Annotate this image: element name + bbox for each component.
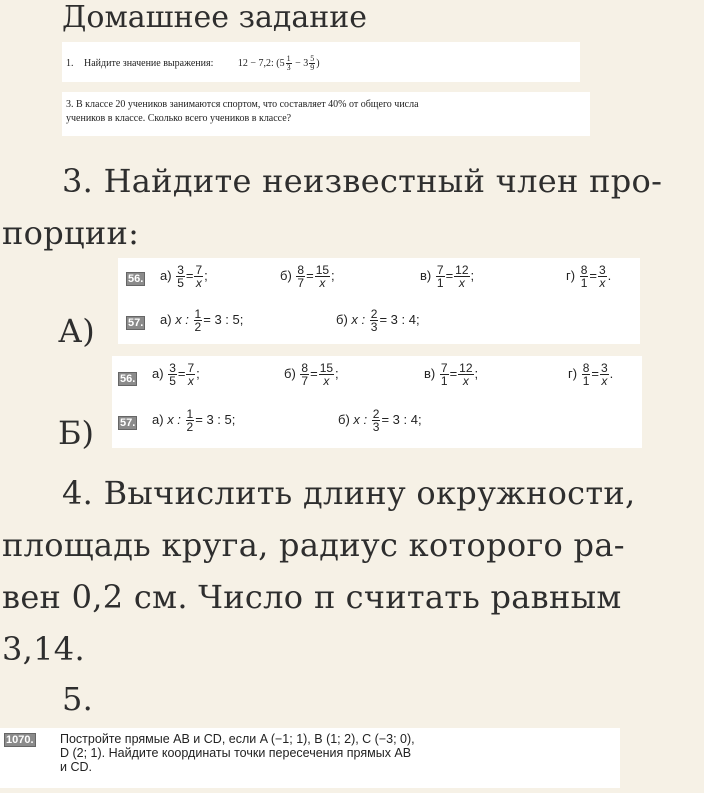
task-3-heading-line-1: 3. Найдите неизвестный член про- <box>62 162 663 200</box>
fraction: $\frac{2}{3}$ <box>372 407 380 434</box>
task-5-line-2: D (2; 1). Найдите координаты точки пересечения прямых AB <box>60 746 412 760</box>
exercise-57-badge: 57. <box>128 317 144 329</box>
task-4-line-1: 4. Вычислить длину окружности, <box>62 474 636 512</box>
fraction: $\frac{12}{x}$ <box>455 263 469 290</box>
task-1-text <box>66 55 320 72</box>
fraction: $\frac{1}{2}$ <box>186 407 194 434</box>
variant-a-56-c: в) $\frac{7}{1}$ = $\frac{12}{x}$ ; <box>420 263 475 290</box>
variant-a-panel <box>118 258 640 344</box>
variant-a-57-a: а) x : $\frac{1}{2}$ = 3 : 5; <box>160 307 244 334</box>
page-title: Домашнее задание <box>62 0 367 35</box>
task-2-text <box>66 98 419 126</box>
exercise-1070-badge: 1070. <box>6 734 34 746</box>
task-3-heading-line-2: порции: <box>2 214 140 252</box>
variant-b-panel <box>112 356 642 448</box>
fraction: $\frac{8}{1}$ <box>580 263 588 290</box>
task-1-card <box>62 42 580 82</box>
variant-b-56-a: а) $\frac{3}{5}$ = $\frac{7}{x}$ ; <box>152 361 200 388</box>
variant-a-56-b: б) $\frac{8}{7}$ = $\frac{15}{x}$ ; <box>280 263 335 290</box>
fraction: $\frac{2}{3}$ <box>370 307 378 334</box>
fraction: $\frac{15}{x}$ <box>315 263 330 290</box>
variant-b-57-b: б) x : $\frac{2}{3}$ = 3 : 4; <box>338 407 422 434</box>
variant-a-label: А) <box>58 312 95 350</box>
variant-b-56-c: в) $\frac{7}{1}$ = $\frac{12}{x}$ ; <box>424 361 479 388</box>
task-1-fraction-1: $\frac{1}{3}$ <box>286 54 291 72</box>
exercise-56-badge: 56. <box>128 273 144 285</box>
task-1-question: Найдите значение выражения: <box>84 57 214 69</box>
task-1-expression-start: 12 − 7,2: (5 <box>237 57 285 69</box>
fraction: $\frac{3}{5}$ <box>177 263 184 290</box>
exercise-57-badge: 57. <box>120 417 136 429</box>
fraction: $\frac{8}{7}$ <box>301 361 309 388</box>
task-1-expression-end: ) <box>316 57 320 69</box>
fraction: $\frac{7}{1}$ <box>436 263 444 290</box>
task-5-text <box>60 732 580 774</box>
task-5-line-3: и CD. <box>60 760 92 774</box>
task-4-line-4: 3,14. <box>2 630 85 668</box>
task-5-heading: 5. <box>62 680 94 718</box>
variant-b-label: Б) <box>58 414 94 452</box>
task-1-fraction-2: $\frac{5}{9}$ <box>310 54 315 72</box>
task-2-line-1: 3. В классе 20 учеников занимаются спортом, что составляет 40% от общего числа <box>66 99 419 110</box>
fraction: $\frac{15}{x}$ <box>319 361 334 388</box>
fraction: $\frac{1}{2}$ <box>194 307 202 334</box>
fraction: $\frac{3}{x}$ <box>598 263 606 290</box>
fraction: $\frac{3}{5}$ <box>169 361 176 388</box>
task-4-line-3: вен 0,2 см. Число π считать равным <box>2 578 622 616</box>
task-2-card <box>62 92 590 136</box>
task-2-line-2: учеников в классе. Сколько всего учеников в классе? <box>66 113 292 124</box>
variant-a-56-a: а) $\frac{3}{5}$ = $\frac{7}{x}$ ; <box>160 263 208 290</box>
fraction: $\frac{8}{1}$ <box>582 361 590 388</box>
fraction: $\frac{3}{x}$ <box>600 361 608 388</box>
task-5-line-1: Постройте прямые AB и CD, если A (−1; 1), B (1; 2), C (−3; 0), <box>60 732 415 746</box>
fraction: $\frac{7}{x}$ <box>195 263 203 290</box>
exercise-56-badge: 56. <box>120 373 136 385</box>
fraction: $\frac{7}{x}$ <box>187 361 195 388</box>
variant-b-57-a: а) x : $\frac{1}{2}$ = 3 : 5; <box>152 407 236 434</box>
task-1-number: 1. <box>66 57 74 69</box>
fraction: $\frac{8}{7}$ <box>297 263 305 290</box>
fraction: $\frac{12}{x}$ <box>459 361 473 388</box>
task-4-line-2: площадь круга, радиус которого ра- <box>2 526 625 564</box>
variant-a-56-d: г) $\frac{8}{1}$ = $\frac{3}{x}$ . <box>566 263 612 290</box>
variant-a-57-b: б) x : $\frac{2}{3}$ = 3 : 4; <box>336 307 420 334</box>
task-1-expression-mid: − 3 <box>292 57 309 69</box>
variant-b-56-b: б) $\frac{8}{7}$ = $\frac{15}{x}$ ; <box>284 361 339 388</box>
fraction: $\frac{7}{1}$ <box>440 361 448 388</box>
variant-b-56-d: г) $\frac{8}{1}$ = $\frac{3}{x}$ . <box>568 361 614 388</box>
